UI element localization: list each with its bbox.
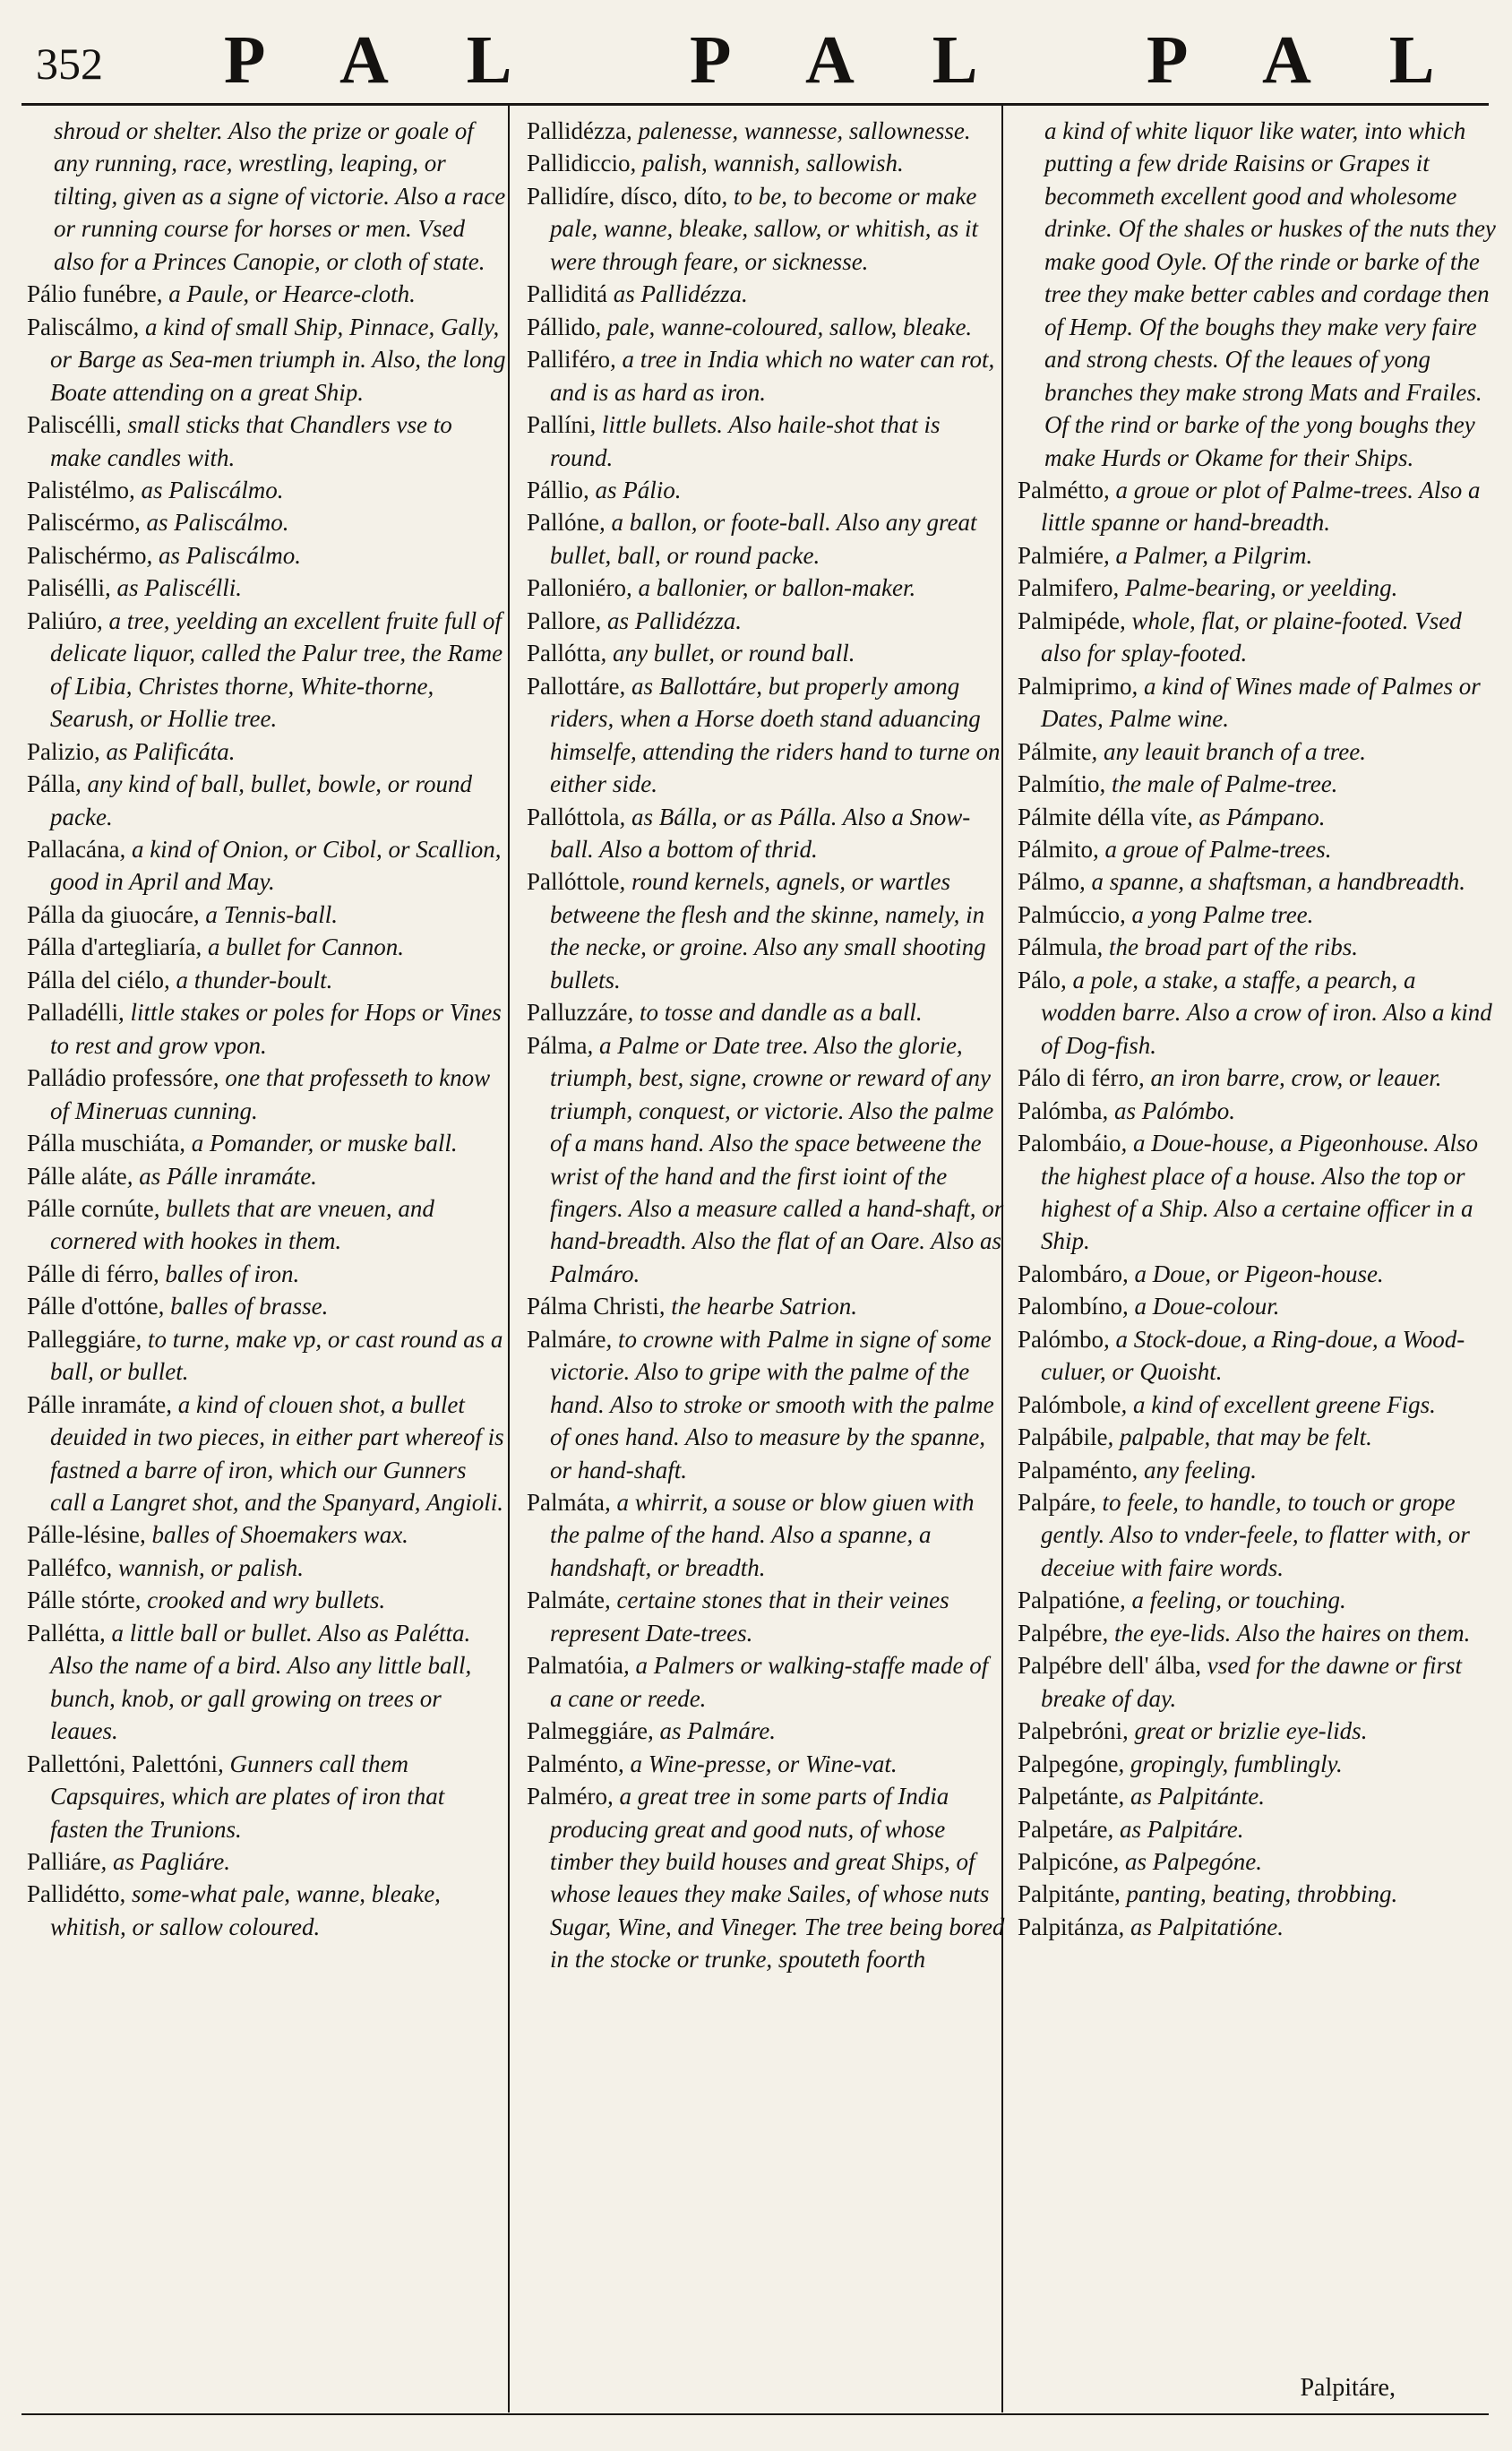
dictionary-entry xyxy=(1018,1454,1497,1486)
dictionary-entry xyxy=(1018,1127,1497,1258)
entry-headword: Palliditá xyxy=(527,280,607,308)
entry-headword: Pállio xyxy=(527,476,584,503)
entry-headword: Pallottáre xyxy=(527,672,620,700)
entry-definition: , a kind of excellent greene Figs. xyxy=(1121,1390,1436,1418)
dictionary-entry xyxy=(1018,768,1497,800)
entry-headword: Pallóne xyxy=(527,509,599,537)
entry-definition: , a great tree in some parts of India producing great and good nuts, of whose timber they build houses and great Ships, of whose leaues they make Sailes, of whose nuts Sugar, Wine, and Vineger. The tree being bored in the stocke or trunke, spouteth foorth xyxy=(550,1783,1005,1974)
entry-definition: , any leauit branch of a tree. xyxy=(1091,737,1366,765)
entry-headword: Pallíni xyxy=(527,411,590,439)
entry-definition: , as Bálla, or as Pálla. Also a Snow-ball. Also a bottom of thrid. xyxy=(550,803,971,863)
dictionary-entry xyxy=(527,311,1006,343)
dictionary-entry xyxy=(1018,1584,1497,1616)
entry-definition: , a Palmer, a Pilgrim. xyxy=(1103,541,1313,569)
entry-headword: Pálle aláte xyxy=(27,1162,127,1190)
dictionary-entry xyxy=(27,605,506,735)
entry-headword: Pálio funébre xyxy=(27,280,157,308)
entry-headword: Palmiprimo xyxy=(1018,672,1132,700)
dictionary-entry xyxy=(527,1029,1006,1291)
catchword: Palpitáre, xyxy=(1300,2374,1396,2402)
entry-definition: , vsed for the dawne or first breake of day. xyxy=(1041,1652,1463,1712)
dictionary-entry xyxy=(1018,1617,1497,1649)
entry-definition: , little stakes or poles for Hops or Vines to rest and grow vpon. xyxy=(50,999,502,1059)
entry-definition: , certaine stones that in their veines represent Date-trees. xyxy=(550,1587,949,1647)
dictionary-entry xyxy=(27,1552,506,1584)
dictionary-entry xyxy=(527,1584,1006,1649)
entry-headword: Pallacána xyxy=(27,835,120,863)
entry-headword: Pálma Christi xyxy=(527,1293,659,1320)
dictionary-entry xyxy=(1018,1878,1497,1910)
dictionary-column-right xyxy=(1018,115,1497,2412)
dictionary-entry xyxy=(527,996,1006,1028)
entry-definition: , the male of Palme-tree. xyxy=(1099,770,1338,798)
entry-headword: Pálle di férro xyxy=(27,1260,153,1287)
dictionary-entry xyxy=(527,605,1006,637)
entry-headword: Palpetánte xyxy=(1018,1783,1119,1810)
entry-definition: , to be, to become or make pale, wanne, bleake, sallow, or whitish, as it were through feare, or sicknesse. xyxy=(550,182,978,275)
entry-headword: Palmipéde xyxy=(1018,606,1120,634)
dictionary-entry xyxy=(1018,1780,1497,1812)
dictionary-entry xyxy=(1018,1290,1497,1322)
entry-headword: Pálle stórte xyxy=(27,1587,135,1614)
entry-definition: , a Doue, or Pigeon-house. xyxy=(1121,1260,1384,1287)
entry-definition: , as Palmáre. xyxy=(647,1717,776,1745)
entry-definition: , a Palmers or walking-staffe made of a cane or reede. xyxy=(550,1652,989,1712)
dictionary-entry xyxy=(1018,115,1497,474)
dictionary-entry xyxy=(1018,1062,1497,1094)
entry-definition: , a kind of small Ship, Pinnace, Gally, or Barge as Sea-men triumph in. Also, the long Boate attending on a great Ship. xyxy=(50,313,506,406)
entry-definition: , Palme-bearing, or yeelding. xyxy=(1113,574,1398,602)
dictionary-entry xyxy=(527,278,1006,310)
dictionary-entry xyxy=(1018,899,1497,931)
dictionary-entry xyxy=(27,1323,506,1389)
dictionary-column-middle xyxy=(527,115,1006,2412)
entry-headword: Palpáre xyxy=(1018,1489,1090,1517)
entry-definition: , as Paliscálmo. xyxy=(129,476,284,503)
entry-definition: , whole, flat, or plaine-footed. Vsed also for splay-footed. xyxy=(1041,606,1462,667)
entry-definition: , a whirrit, a souse or blow giuen with the palme of the hand. Also a spanne, a handshaft, or breadth. xyxy=(550,1489,975,1581)
entry-definition: , the hearbe Satrion. xyxy=(658,1293,857,1320)
entry-definition: , any kind of ball, bullet, bowle, or round packe. xyxy=(50,770,472,830)
entry-definition: , gropingly, fumblingly. xyxy=(1118,1750,1343,1777)
entry-definition: , as Palpegóne. xyxy=(1113,1848,1262,1876)
entry-definition: , as Palpitatióne. xyxy=(1118,1913,1284,1940)
dictionary-entry xyxy=(27,1845,506,1878)
dictionary-entry xyxy=(527,801,1006,866)
entry-definition: , a Pomander, or muske ball. xyxy=(179,1130,458,1157)
entry-definition: , crooked and wry bullets. xyxy=(134,1587,386,1614)
entry-definition: , to tosse and dandle as a ball. xyxy=(627,999,923,1027)
entry-headword: Pálmula xyxy=(1018,933,1097,961)
entry-headword: Pálmito xyxy=(1018,835,1094,863)
entry-headword: Palménto xyxy=(527,1750,618,1777)
dictionary-entry xyxy=(27,1192,506,1258)
entry-headword: Palpaménto xyxy=(1018,1456,1132,1484)
dictionary-entry xyxy=(527,147,1006,179)
entry-headword: Palmáte xyxy=(527,1587,605,1614)
entry-headword: Palméro xyxy=(527,1783,607,1810)
dictionary-entry xyxy=(1018,605,1497,670)
entry-headword: Palisélli xyxy=(27,574,105,602)
entry-headword: Pálla da giuocáre xyxy=(27,900,193,928)
dictionary-entry xyxy=(1018,1911,1497,1943)
entry-headword: Pálle inramáte xyxy=(27,1390,167,1418)
entry-definition: , a Palme or Date tree. Also the glorie, triumph, best, signe, crowne or reward of any triumph, conquest, or victorie. Also the palme of a mans hand. Also the space betweene the wrist of the hand and the first ioint of the fingers. Also a measure called a hand-shaft, or hand-breadth. Also the flat of an Oare. Also as Palmáro. xyxy=(550,1031,1004,1287)
entry-definition: , a Doue-house, a Pigeonhouse. Also the highest place of a house. Also the top or highest of a Ship. Also a certaine officer in a Ship. xyxy=(1041,1130,1478,1255)
entry-definition: , a little ball or bullet. Also as Palétta. Also the name of a bird. Also any little ball, bunch, knob, or gall growing on trees or leaues. xyxy=(50,1619,472,1745)
entry-headword: Palómbole xyxy=(1018,1390,1121,1418)
entry-definition: , a tree, yeelding an excellent fruite full of delicate liquor, called the Palur tree, the Rame of Libia, Christes thorne, White-thorne, Searush, or Hollie tree. xyxy=(50,606,503,733)
dictionary-entry xyxy=(27,899,506,931)
dictionary-entry xyxy=(27,311,506,408)
dictionary-entry xyxy=(27,931,506,963)
entry-definition: , as Pámpano. xyxy=(1186,803,1326,830)
dictionary-entry xyxy=(527,865,1006,996)
entry-headword: Pallóttole xyxy=(527,868,620,896)
entry-headword: Pallettóni, Palettóni xyxy=(27,1750,218,1777)
entry-definition: , an iron barre, crow, or leauer. xyxy=(1138,1064,1442,1092)
dictionary-entry xyxy=(1018,1389,1497,1421)
entry-definition: , any bullet, or round ball. xyxy=(600,640,855,667)
dictionary-entry xyxy=(527,408,1006,474)
entry-definition: , the eye-lids. Also the haires on them. xyxy=(1102,1619,1471,1647)
dictionary-entry xyxy=(1018,1813,1497,1845)
entry-definition: , as Pallidézza. xyxy=(595,606,742,634)
entry-headword: Pallótta xyxy=(527,640,601,667)
running-head-center: P A L xyxy=(690,22,1010,98)
entry-headword: Palliáre xyxy=(27,1848,101,1876)
entry-definition: , a ballon, or foote-ball. Also any great bullet, ball, or round packe. xyxy=(550,509,977,569)
dictionary-entry xyxy=(27,539,506,572)
entry-headword: Paliscálmo xyxy=(27,313,133,340)
dictionary-entry xyxy=(1018,1845,1497,1878)
entry-definition: , a Stock-doue, a Ring-doue, a Wood-culuer, or Quoisht. xyxy=(1041,1325,1465,1386)
dictionary-entry xyxy=(27,1258,506,1290)
dictionary-entry xyxy=(27,1389,506,1519)
entry-headword: Palmifero xyxy=(1018,574,1113,602)
entry-definition: , a tree in India which no water can rot, and is as hard as iron. xyxy=(550,346,995,406)
entry-headword: Pallidiccio xyxy=(527,150,631,177)
entry-headword: Pállido xyxy=(527,313,596,340)
dictionary-entry xyxy=(527,670,1006,801)
dictionary-entry xyxy=(27,278,506,310)
entry-headword: Palladélli xyxy=(27,999,118,1027)
running-head-left: P A L xyxy=(224,22,545,98)
dictionary-entry xyxy=(1018,865,1497,898)
dictionary-entry xyxy=(527,474,1006,506)
running-head-right: P A L xyxy=(1147,22,1467,98)
entry-headword: Palládio professóre xyxy=(27,1064,213,1092)
dictionary-entry xyxy=(27,1878,506,1943)
entry-headword: Pallidétto xyxy=(27,1880,120,1908)
dictionary-entry xyxy=(527,1715,1006,1747)
entry-headword: Palombáio xyxy=(1018,1130,1121,1157)
entry-headword: Palómba xyxy=(1018,1096,1103,1124)
entry-headword: Pallétta xyxy=(27,1619,99,1647)
entry-definition: , as Pálio. xyxy=(583,476,682,503)
entry-definition: , a yong Palme tree. xyxy=(1119,900,1314,928)
dictionary-entry xyxy=(27,833,506,899)
dictionary-entry xyxy=(27,408,506,474)
entry-definition: , balles of Shoemakers wax. xyxy=(139,1521,408,1549)
entry-definition: , as Pagliáre. xyxy=(100,1848,230,1876)
dictionary-entry xyxy=(27,1748,506,1845)
dictionary-entry xyxy=(1018,572,1497,604)
dictionary-entry xyxy=(1018,964,1497,1062)
dictionary-entry xyxy=(27,115,506,278)
entry-definition: , one that professeth to know of Mineruas cunning. xyxy=(50,1064,491,1124)
entry-headword: Palischérmo xyxy=(27,541,147,569)
entry-definition: , as Paliscélli. xyxy=(105,574,242,602)
entry-definition: , small sticks that Chandlers vse to make candles with. xyxy=(50,411,452,471)
entry-definition: , great or brizlie eye-lids. xyxy=(1121,1717,1368,1745)
entry-definition: , little bullets. Also haile-shot that is round. xyxy=(550,411,941,471)
page-number: 352 xyxy=(36,39,103,89)
entry-headword: Pálla muschiáta xyxy=(27,1130,180,1157)
entry-headword: Pálle-lésine xyxy=(27,1521,140,1549)
entry-headword: Palombíno xyxy=(1018,1293,1123,1320)
page-header xyxy=(27,18,1485,108)
entry-headword: Pálmite xyxy=(1018,737,1092,765)
entry-headword: Palmétto xyxy=(1018,476,1104,503)
dictionary-entry xyxy=(1018,833,1497,865)
entry-definition: , some-what pale, wanne, bleake, whitish, or sallow coloured. xyxy=(50,1880,441,1940)
entry-headword: Pálo xyxy=(1018,966,1061,993)
entry-definition: , a kind of Wines made of Palmes or Dates, Palme wine. xyxy=(1041,672,1481,733)
dictionary-entry xyxy=(527,1323,1006,1486)
entry-headword: Palléfco xyxy=(27,1553,107,1581)
dictionary-entry xyxy=(1018,931,1497,963)
entry-definition: , pale, wanne-coloured, sallow, bleake. xyxy=(595,313,973,340)
entry-headword: Palmatóia xyxy=(527,1652,623,1680)
entry-definition: , balles of iron. xyxy=(152,1260,300,1287)
entry-headword: Pálla d'artegliaría xyxy=(27,933,196,961)
entry-definition: , the broad part of the ribs. xyxy=(1096,933,1359,961)
dictionary-entry xyxy=(527,180,1006,278)
entry-definition: , as Pálle inramáte. xyxy=(126,1162,317,1190)
dictionary-entry xyxy=(1018,1486,1497,1584)
entry-headword: Palpebróni xyxy=(1018,1717,1122,1745)
dictionary-entry xyxy=(527,343,1006,408)
entry-definition: , a groue or plot of Palme-trees. Also a little spanne or hand-breadth. xyxy=(1041,476,1481,537)
entry-headword: Palmeggiáre xyxy=(527,1717,648,1745)
footer-rule xyxy=(21,2413,1489,2415)
entry-definition: , any feeling. xyxy=(1131,1456,1257,1484)
column-divider xyxy=(508,106,510,2412)
dictionary-entry xyxy=(27,1584,506,1616)
entry-headword: Palpábile xyxy=(1018,1423,1108,1451)
dictionary-entry xyxy=(27,735,506,768)
entry-headword: Paliscélli xyxy=(27,411,116,439)
dictionary-entry xyxy=(527,1780,1006,1976)
entry-headword: Palpébre dell' álba xyxy=(1018,1652,1196,1680)
dictionary-entry xyxy=(527,1486,1006,1584)
entry-definition: , as Paliscálmo. xyxy=(146,541,301,569)
dictionary-entry xyxy=(27,572,506,604)
dictionary-entry xyxy=(527,506,1006,572)
entry-definition: , to crowne with Palme in signe of some victorie. Also to gripe with the palme of the hand. Also to stroke or smooth with the palme of ones hand. Also to measure by the spanne, or hand-shaft. xyxy=(550,1325,994,1484)
entry-headword: Pallidíre, dísco, díto xyxy=(527,182,722,210)
entry-definition: , Gunners call them Capsquires, which are plates of iron that fasten the Trunions. xyxy=(50,1750,445,1843)
dictionary-entry xyxy=(527,1649,1006,1715)
entry-definition: , palenesse, wannesse, sallownesse. xyxy=(625,117,971,144)
dictionary-entry xyxy=(27,1127,506,1159)
dictionary-entry xyxy=(527,637,1006,669)
entry-definition: , as Palpitáre. xyxy=(1107,1815,1244,1843)
dictionary-entry xyxy=(1018,670,1497,735)
dictionary-entry xyxy=(1018,1715,1497,1747)
entry-definition: , a feeling, or touching. xyxy=(1119,1587,1346,1614)
entry-headword: Palpitánza xyxy=(1018,1913,1119,1940)
entry-definition: , to turne, make vp, or cast round as a ball, or bullet. xyxy=(50,1325,503,1386)
dictionary-entry xyxy=(1018,1258,1497,1290)
entry-headword: Palpatióne xyxy=(1018,1587,1120,1614)
entry-headword: Pálo di férro xyxy=(1018,1064,1138,1092)
entry-definition: , as Paliscálmo. xyxy=(133,509,289,537)
entry-headword: Palpébre xyxy=(1018,1619,1103,1647)
entry-definition: , palish, wannish, sallowish. xyxy=(630,150,904,177)
dictionary-entry xyxy=(27,964,506,996)
entry-definition: , as Palificáta. xyxy=(94,737,236,765)
entry-definition: , a kind of clouen shot, a bullet deuided in two pieces, in either part whereof is fastned a barre of iron, which our Gunners call a Langret shot, and the Spanyard, Angioli. xyxy=(50,1390,504,1517)
entry-headword: Paliúro xyxy=(27,606,97,634)
entry-headword: Pálma xyxy=(527,1031,588,1059)
entry-headword: Palombáro xyxy=(1018,1260,1122,1287)
dictionary-entry xyxy=(1018,1649,1497,1715)
entry-headword: Palmúccio xyxy=(1018,900,1120,928)
entry-headword: Pálla del ciélo xyxy=(27,966,164,993)
entry-headword: Pálla xyxy=(27,770,75,798)
entry-definition: , round kernels, agnels, or wartles betweene the flesh and the skinne, namely, in the necke, or groine. Also any small shooting bullets. xyxy=(550,868,986,993)
entry-definition: , a thunder-boult. xyxy=(163,966,333,993)
dictionary-entry xyxy=(1018,474,1497,539)
entry-headword: Palizio xyxy=(27,737,94,765)
dictionary-entry xyxy=(1018,801,1497,833)
entry-headword: Pálle cornúte xyxy=(27,1194,154,1222)
entry-definition: , a Wine-presse, or Wine-vat. xyxy=(618,1750,898,1777)
entry-headword: Pálle d'ottóne xyxy=(27,1293,159,1320)
dictionary-entry xyxy=(27,1160,506,1192)
entry-headword: Palómbo xyxy=(1018,1325,1104,1353)
entry-headword: Pallóttola xyxy=(527,803,620,830)
header-rule xyxy=(21,103,1489,106)
entry-definition: , palpable, that may be felt. xyxy=(1107,1423,1372,1451)
dictionary-entry xyxy=(27,996,506,1062)
dictionary-entry xyxy=(1018,735,1497,768)
dictionary-entry xyxy=(27,1290,506,1322)
dictionary-entry xyxy=(527,115,1006,147)
entry-definition: , bullets that are vneuen, and cornered with hookes in them. xyxy=(50,1194,434,1255)
dictionary-entry xyxy=(1018,1421,1497,1453)
entry-headword: Paliscérmo xyxy=(27,509,134,537)
entry-headword: Palistélmo xyxy=(27,476,129,503)
entry-definition: , a ballonier, or ballon-maker. xyxy=(625,574,916,602)
dictionary-entry xyxy=(27,768,506,833)
entry-definition: , wannish, or palish. xyxy=(106,1553,305,1581)
entry-definition: , a Doue-colour. xyxy=(1122,1293,1280,1320)
entry-definition: as Pallidézza. xyxy=(607,280,748,308)
dictionary-entry xyxy=(27,1617,506,1748)
dictionary-entry xyxy=(27,506,506,538)
entry-definition: , a Tennis-ball. xyxy=(193,900,338,928)
entry-headword: Pálmo xyxy=(1018,868,1080,896)
entry-headword: Palleggiáre xyxy=(27,1325,136,1353)
dictionary-entry xyxy=(1018,1748,1497,1780)
entry-headword: Palpetáre xyxy=(1018,1815,1108,1843)
dictionary-entry xyxy=(527,1290,1006,1322)
entry-definition: , a groue of Palme-trees. xyxy=(1093,835,1332,863)
entry-definition: , as Ballottáre, but properly among riders, when a Horse doeth stand aduancing himselfe, attending the riders hand to turne on either side. xyxy=(550,672,1001,798)
entry-headword: Pallidézza xyxy=(527,117,626,144)
dictionary-entry xyxy=(27,1518,506,1551)
entry-headword: Pálmite délla víte xyxy=(1018,803,1187,830)
dictionary-entry xyxy=(1018,1323,1497,1389)
dictionary-entry xyxy=(27,1062,506,1127)
entry-headword: Palpitánte xyxy=(1018,1880,1114,1908)
entry-definition: , to feele, to handle, to touch or grope gently. Also to vnder-feele, to flatter with, or deceiue with faire words. xyxy=(1041,1489,1470,1581)
entry-headword: Palmiére xyxy=(1018,541,1104,569)
dictionary-entry xyxy=(527,1748,1006,1780)
entry-headword: Palpicóne xyxy=(1018,1848,1113,1876)
entry-headword: Palmítio xyxy=(1018,770,1100,798)
dictionary-column-left xyxy=(27,115,506,2412)
entry-headword: Palmáta xyxy=(527,1489,605,1517)
dictionary-entry xyxy=(1018,1095,1497,1127)
entry-definition: , panting, beating, throbbing. xyxy=(1113,1880,1398,1908)
entry-definition: a kind of white liquor like water, into which putting a few dride Raisins or Grapes it becommeth excellent good and wholesome drinke. Of the shales or huskes of the nuts they make good Oyle. Of the rinde or barke of the tree they make better cables and cordage then of Hemp. Of the boughs they make very faire and strong chests. Of the leaues of yong branches they make strong Mats and Frailes. Of the rind or barke of the yong boughs they make Hurds or Okame for their Ships. xyxy=(1044,117,1496,471)
entry-headword: Pallore xyxy=(527,606,596,634)
entry-definition: , as Palpitánte. xyxy=(1118,1783,1265,1810)
entry-headword: Palloniéro xyxy=(527,574,626,602)
entry-definition: shroud or shelter. Also the prize or goale of any running, race, wrestling, leaping, or tilting, given as a signe of victorie. Also a race or running course for horses or men. Vsed also for a Princes Canopie, or cloth of state. xyxy=(54,117,506,275)
entry-headword: Palliféro xyxy=(527,346,610,374)
entry-headword: Palluzzáre xyxy=(527,999,628,1027)
entry-definition: , a bullet for Cannon. xyxy=(195,933,405,961)
dictionary-entry xyxy=(527,572,1006,604)
entry-definition: , a kind of Onion, or Cibol, or Scallion, good in April and May. xyxy=(50,835,502,896)
entry-headword: Palmáre xyxy=(527,1325,606,1353)
dictionary-entry xyxy=(27,474,506,506)
dictionary-entry xyxy=(1018,539,1497,572)
entry-definition: , a spanne, a shaftsman, a handbreadth. xyxy=(1079,868,1466,896)
entry-definition: , a pole, a stake, a staffe, a pearch, a wodden barre. Also a crow of iron. Also a kind of Dog-fish. xyxy=(1041,966,1492,1059)
entry-definition: , as Palómbo. xyxy=(1102,1096,1235,1124)
entry-definition: , a Paule, or Hearce-cloth. xyxy=(156,280,416,308)
entry-definition: , balles of brasse. xyxy=(158,1293,329,1320)
entry-headword: Palpegóne xyxy=(1018,1750,1119,1777)
